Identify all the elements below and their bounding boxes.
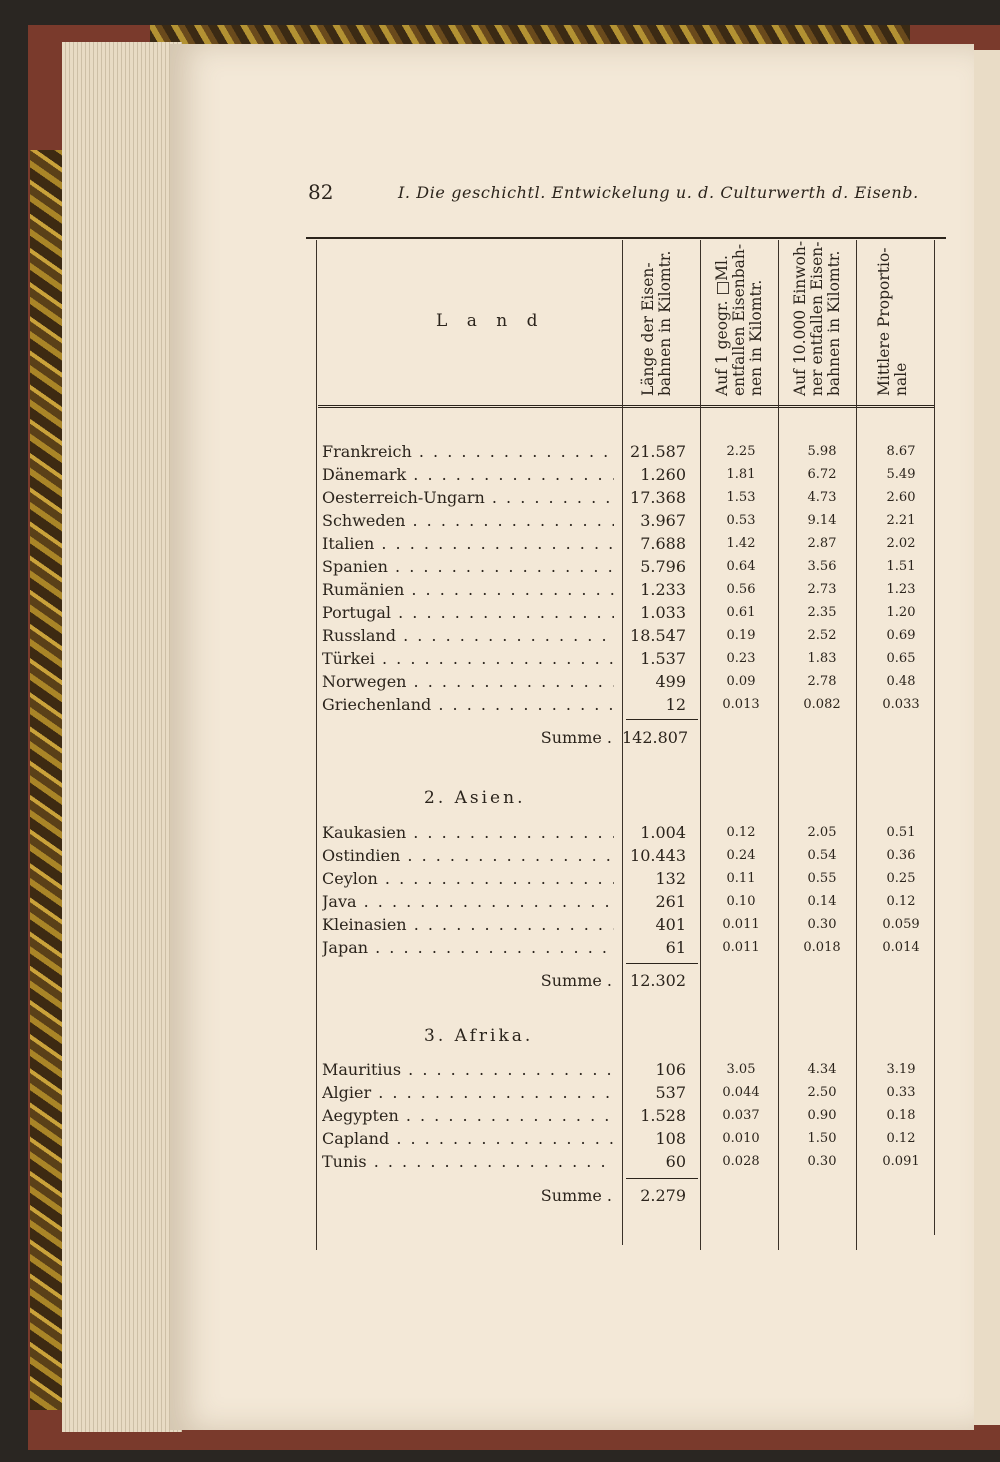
per-square-mile: 0.10 bbox=[726, 894, 756, 909]
country-name: Kaukasien . . . bbox=[322, 823, 614, 842]
railway-length: 21.587 bbox=[630, 442, 686, 461]
table-row bbox=[322, 869, 934, 892]
table-row bbox=[322, 465, 934, 488]
country-name: Kleinasien . . . bbox=[322, 915, 614, 934]
table-header-rule bbox=[318, 405, 934, 408]
per-inhabitants: 1.83 bbox=[807, 651, 837, 666]
country-name: Rumänien . . . bbox=[322, 580, 614, 599]
per-inhabitants: 2.87 bbox=[807, 536, 837, 551]
table-row bbox=[322, 823, 934, 846]
proportional-mean: 5.49 bbox=[886, 467, 916, 482]
railway-length: 1.528 bbox=[640, 1106, 686, 1125]
proportional-mean: 0.33 bbox=[886, 1085, 916, 1100]
table-row bbox=[322, 488, 934, 511]
per-inhabitants: 0.14 bbox=[807, 894, 837, 909]
table-row bbox=[322, 672, 934, 695]
asia-heading: 2. Asien. bbox=[424, 788, 526, 808]
running-head: I. Die geschichtl. Entwickelung u. d. Culturwerth d. Eisenb. bbox=[398, 183, 919, 202]
per-square-mile: 0.09 bbox=[726, 674, 756, 689]
column-header-per-square-mile: Auf 1 geogr. □Ml. entfallen Eisenbah-nen in Kilomtr. bbox=[713, 243, 765, 396]
europe-sum-label: Summe . bbox=[540, 728, 612, 747]
railway-length: 261 bbox=[655, 892, 686, 911]
railway-length: 1.033 bbox=[640, 603, 686, 622]
africa-sum-value: 2.279 bbox=[640, 1186, 686, 1205]
country-name: Dänemark . . . bbox=[322, 465, 614, 484]
table-row bbox=[322, 1152, 934, 1175]
country-name: Griechenland . . . bbox=[322, 695, 614, 714]
per-inhabitants: 6.72 bbox=[807, 467, 837, 482]
proportional-mean: 0.51 bbox=[886, 825, 916, 840]
table-row bbox=[322, 695, 934, 718]
per-inhabitants: 2.52 bbox=[807, 628, 837, 643]
per-square-mile: 0.011 bbox=[722, 917, 760, 932]
per-square-mile: 2.25 bbox=[726, 444, 756, 459]
per-square-mile: 0.037 bbox=[722, 1108, 760, 1123]
railway-length: 401 bbox=[655, 915, 686, 934]
railway-length: 108 bbox=[655, 1129, 686, 1148]
column-header-land: L a n d bbox=[436, 311, 545, 331]
railway-length: 1.233 bbox=[640, 580, 686, 599]
country-name: Tunis . . . bbox=[322, 1152, 614, 1171]
per-inhabitants: 2.78 bbox=[807, 674, 837, 689]
proportional-mean: 0.69 bbox=[886, 628, 916, 643]
table-row bbox=[322, 603, 934, 626]
country-name: Ostindien . . . bbox=[322, 846, 614, 865]
per-inhabitants: 0.30 bbox=[807, 1154, 837, 1169]
marbled-edge-top bbox=[150, 25, 910, 45]
per-inhabitants: 2.50 bbox=[807, 1085, 837, 1100]
country-name: Türkei . . . bbox=[322, 649, 614, 668]
proportional-mean: 0.033 bbox=[882, 697, 920, 712]
table-row bbox=[322, 1129, 934, 1152]
column-header-per-inhabitants: Auf 10.000 Einwoh-ner entfallen Eisen-bahnen in Kilomtr. bbox=[791, 240, 843, 396]
railway-length: 3.967 bbox=[640, 511, 686, 530]
column-header-laenge: Länge der Eisen-bahnen in Kilomtr. bbox=[639, 250, 674, 396]
sum-rule bbox=[626, 1178, 698, 1179]
country-name: Frankreich . . . bbox=[322, 442, 614, 461]
per-inhabitants: 5.98 bbox=[807, 444, 837, 459]
page-edges bbox=[62, 42, 182, 1432]
railway-length: 60 bbox=[665, 1152, 686, 1171]
proportional-mean: 0.36 bbox=[886, 848, 916, 863]
country-name: Capland . . . bbox=[322, 1129, 614, 1148]
railway-length: 5.796 bbox=[640, 557, 686, 576]
table-row bbox=[322, 580, 934, 603]
country-name: Spanien . . . bbox=[322, 557, 614, 576]
country-name: Oesterreich-Ungarn . . . bbox=[322, 488, 614, 507]
asia-sum-value: 12.302 bbox=[630, 971, 686, 990]
table-row bbox=[322, 626, 934, 649]
railway-length: 12 bbox=[665, 695, 686, 714]
europe-sum-value: 142.807 bbox=[622, 728, 689, 747]
proportional-mean: 0.12 bbox=[886, 894, 916, 909]
country-name: Italien . . . bbox=[322, 534, 614, 553]
proportional-mean: 1.51 bbox=[886, 559, 916, 574]
table-row bbox=[322, 557, 934, 580]
table-row bbox=[322, 534, 934, 557]
per-square-mile: 0.19 bbox=[726, 628, 756, 643]
per-square-mile: 1.42 bbox=[726, 536, 756, 551]
country-name: Ceylon . . . bbox=[322, 869, 614, 888]
railway-length: 499 bbox=[655, 672, 686, 691]
proportional-mean: 0.091 bbox=[882, 1154, 920, 1169]
per-inhabitants: 0.018 bbox=[803, 940, 841, 955]
table-row bbox=[322, 1083, 934, 1106]
sum-rule bbox=[626, 963, 698, 964]
per-square-mile: 0.011 bbox=[722, 940, 760, 955]
proportional-mean: 2.02 bbox=[886, 536, 916, 551]
africa-heading: 3. Afrika. bbox=[424, 1026, 534, 1046]
sum-rule bbox=[626, 719, 698, 720]
railway-length: 10.443 bbox=[630, 846, 686, 865]
railway-length: 1.260 bbox=[640, 465, 686, 484]
table-row bbox=[322, 511, 934, 534]
per-square-mile: 3.05 bbox=[726, 1062, 756, 1077]
per-square-mile: 0.23 bbox=[726, 651, 756, 666]
country-name: Russland . . . bbox=[322, 626, 614, 645]
proportional-mean: 0.059 bbox=[882, 917, 920, 932]
per-inhabitants: 0.54 bbox=[807, 848, 837, 863]
per-inhabitants: 4.73 bbox=[807, 490, 837, 505]
railway-length: 18.547 bbox=[630, 626, 686, 645]
proportional-mean: 0.12 bbox=[886, 1131, 916, 1146]
table-row bbox=[322, 892, 934, 915]
railway-length: 1.004 bbox=[640, 823, 686, 842]
country-name: Norwegen . . . bbox=[322, 672, 614, 691]
railway-length: 1.537 bbox=[640, 649, 686, 668]
per-square-mile: 0.53 bbox=[726, 513, 756, 528]
per-inhabitants: 4.34 bbox=[807, 1062, 837, 1077]
page-number: 82 bbox=[308, 180, 334, 204]
per-inhabitants: 9.14 bbox=[807, 513, 837, 528]
table-row bbox=[322, 915, 934, 938]
per-inhabitants: 0.082 bbox=[803, 697, 841, 712]
africa-sum-label: Summe . bbox=[540, 1186, 612, 1205]
per-square-mile: 0.24 bbox=[726, 848, 756, 863]
per-square-mile: 1.53 bbox=[726, 490, 756, 505]
per-square-mile: 0.010 bbox=[722, 1131, 760, 1146]
proportional-mean: 3.19 bbox=[886, 1062, 916, 1077]
per-inhabitants: 0.55 bbox=[807, 871, 837, 886]
proportional-mean: 0.25 bbox=[886, 871, 916, 886]
per-square-mile: 0.61 bbox=[726, 605, 756, 620]
proportional-mean: 1.20 bbox=[886, 605, 916, 620]
proportional-mean: 8.67 bbox=[886, 444, 916, 459]
column-header-proportional: Mittlere Proportio-nale bbox=[875, 247, 910, 396]
country-name: Algier . . . bbox=[322, 1083, 614, 1102]
country-name: Aegypten . . . bbox=[322, 1106, 614, 1125]
marbled-edge-left bbox=[30, 150, 66, 1410]
proportional-mean: 0.48 bbox=[886, 674, 916, 689]
proportional-mean: 2.21 bbox=[886, 513, 916, 528]
proportional-mean: 1.23 bbox=[886, 582, 916, 597]
proportional-mean: 0.65 bbox=[886, 651, 916, 666]
country-name: Schweden . . . bbox=[322, 511, 614, 530]
country-name: Portugal . . . bbox=[322, 603, 614, 622]
table-row bbox=[322, 846, 934, 869]
railway-length: 17.368 bbox=[630, 488, 686, 507]
railway-length: 7.688 bbox=[640, 534, 686, 553]
table-row bbox=[322, 938, 934, 961]
railway-length: 61 bbox=[665, 938, 686, 957]
railway-length: 537 bbox=[655, 1083, 686, 1102]
per-square-mile: 0.044 bbox=[722, 1085, 760, 1100]
railway-length: 132 bbox=[655, 869, 686, 888]
table-row bbox=[322, 1106, 934, 1129]
per-square-mile: 0.64 bbox=[726, 559, 756, 574]
per-inhabitants: 0.90 bbox=[807, 1108, 837, 1123]
table-row bbox=[322, 1060, 934, 1083]
per-square-mile: 0.028 bbox=[722, 1154, 760, 1169]
table-left-border bbox=[316, 240, 317, 1250]
asia-sum-label: Summe . bbox=[540, 971, 612, 990]
country-name: Java . . . bbox=[322, 892, 614, 911]
table-row bbox=[322, 442, 934, 465]
per-inhabitants: 2.35 bbox=[807, 605, 837, 620]
railway-length: 106 bbox=[655, 1060, 686, 1079]
proportional-mean: 2.60 bbox=[886, 490, 916, 505]
per-inhabitants: 0.30 bbox=[807, 917, 837, 932]
per-square-mile: 0.11 bbox=[726, 871, 756, 886]
per-square-mile: 0.12 bbox=[726, 825, 756, 840]
country-name: Mauritius . . . bbox=[322, 1060, 614, 1079]
country-name: Japan . . . bbox=[322, 938, 614, 957]
proportional-mean: 0.014 bbox=[882, 940, 920, 955]
per-inhabitants: 2.73 bbox=[807, 582, 837, 597]
per-inhabitants: 2.05 bbox=[807, 825, 837, 840]
per-square-mile: 1.81 bbox=[726, 467, 756, 482]
per-inhabitants: 3.56 bbox=[807, 559, 837, 574]
per-inhabitants: 1.50 bbox=[807, 1131, 837, 1146]
table-row bbox=[322, 649, 934, 672]
per-square-mile: 0.013 bbox=[722, 697, 760, 712]
next-page-edge bbox=[972, 50, 1000, 1425]
per-square-mile: 0.56 bbox=[726, 582, 756, 597]
proportional-mean: 0.18 bbox=[886, 1108, 916, 1123]
